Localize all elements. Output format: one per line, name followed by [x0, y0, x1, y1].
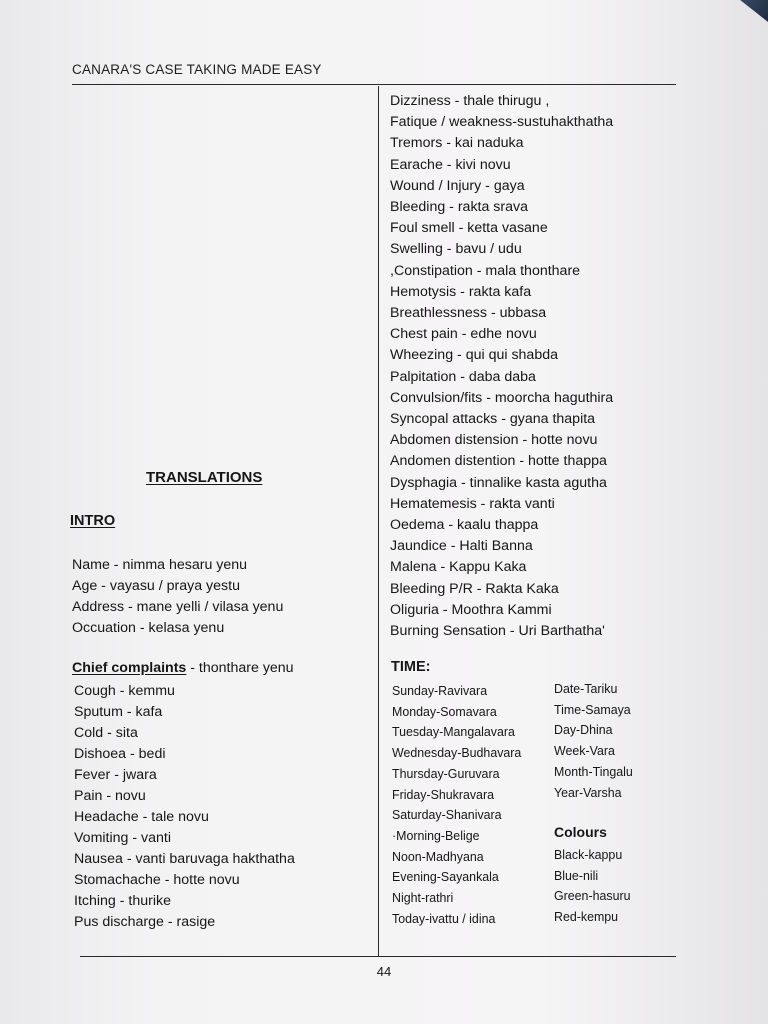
intro-item: Name - nimma hesaru yenu — [72, 557, 248, 573]
translations-heading: TRANSLATIONS — [146, 469, 263, 486]
complaint-item: Headache - tale novu — [74, 809, 209, 825]
footer-rule — [80, 956, 676, 957]
header-rule — [72, 84, 676, 85]
complaint-item: Cold - sita — [74, 725, 138, 741]
term-item: Jaundice - Halti Banna — [390, 538, 533, 555]
column-divider — [378, 86, 379, 956]
complaint-item: Fever - jwara — [74, 767, 157, 783]
complaint-item: Stomachache - hotte novu — [74, 872, 240, 888]
complaint-item: Pain - novu — [74, 788, 146, 804]
time-unit-item: Week-Vara — [554, 743, 615, 759]
time-unit-item: Month-Tingalu — [554, 763, 633, 779]
term-item: Bleeding - rakta srava — [390, 199, 529, 216]
complaint-item: Dishoea - bedi — [74, 746, 166, 762]
chief-complaints-heading — [72, 660, 294, 676]
colours-heading: Colours — [554, 824, 607, 840]
term-item: Swelling - bavu / udu — [390, 241, 522, 258]
term-item: Malena - Kappu Kaka — [390, 559, 527, 576]
complaint-item: Itching - thurike — [74, 893, 171, 909]
time-item: Evening-Sayankala — [392, 869, 499, 885]
time-unit-item: Day-Dhina — [554, 722, 613, 738]
term-item: Abdomen distension - hotte novu — [390, 432, 598, 449]
intro-item: Occuation - kelasa yenu — [72, 620, 225, 636]
time-item: Tuesday-Mangalavara — [392, 724, 515, 740]
term-item: Bleeding P/R - Rakta Kaka — [390, 580, 559, 597]
time-item: Saturday-Shanivara — [392, 807, 502, 823]
complaint-item: Vomiting - vanti — [74, 830, 171, 846]
symptom-list — [390, 91, 690, 642]
complaint-item: Nausea - vanti baruvaga hakthatha — [74, 851, 295, 867]
term-item: Breathlessness - ubbasa — [390, 305, 547, 322]
term-item: Wound / Injury - gaya — [390, 177, 525, 194]
term-item: Dysphagia - tinnalike kasta agutha — [390, 474, 607, 491]
term-item: Syncopal attacks - gyana thapita — [390, 411, 596, 428]
term-item: Convulsion/fits - moorcha haguthira — [390, 389, 614, 406]
term-item: Foul smell - ketta vasane — [390, 220, 548, 237]
colour-item: Black-kappu — [554, 847, 623, 862]
time-days-list — [392, 681, 530, 929]
chief-complaints-title: Chief complaints — [72, 660, 187, 676]
complaint-item: Cough - kemmu — [74, 683, 175, 699]
term-item: Chest pain - edhe novu — [390, 326, 537, 343]
time-unit-item: Date-Tariku — [554, 681, 618, 696]
time-item: Thursday-Guruvara — [392, 765, 500, 781]
term-item: Andomen distention - hotte thappa — [390, 453, 607, 470]
complaint-item: Pus discharge - rasige — [74, 914, 216, 930]
term-item: Dizziness - thale thirugu , — [390, 93, 550, 109]
time-units-list — [554, 679, 638, 803]
time-item: Monday-Somavara — [392, 703, 497, 719]
time-item: Night-rathri — [392, 890, 454, 906]
chief-complaints-suffix: - thonthare yenu — [186, 660, 294, 676]
term-item: ,Constipation - mala thonthare — [390, 262, 581, 279]
complaint-item: Sputum - kafa — [74, 704, 163, 720]
term-item: Earache - kivi novu — [390, 156, 511, 173]
chief-complaints-list — [74, 681, 295, 933]
term-item: Hemotysis - rakta kafa — [390, 283, 532, 300]
time-item: Wednesday-Budhavara — [392, 745, 522, 761]
term-item: Hematemesis - rakta vanti — [390, 495, 555, 512]
term-item: Burning Sensation - Uri Barthatha' — [390, 623, 605, 640]
term-item: Oliguria - Moothra Kammi — [390, 601, 552, 618]
term-item: Tremors - kai naduka — [390, 135, 524, 152]
colour-item: Green-hasuru — [554, 888, 631, 904]
intro-heading: INTRO — [70, 513, 116, 529]
page-corner-shadow — [734, 0, 768, 22]
term-item: Oedema - kaalu thappa — [390, 517, 539, 534]
running-header: CANARA'S CASE TAKING MADE EASY — [72, 62, 322, 77]
time-item: Today-ivattu / idina — [392, 910, 496, 926]
term-item: Fatique / weakness-sustuhakthatha — [390, 114, 614, 131]
time-unit-item: Time-Samaya — [554, 701, 631, 717]
term-item: Wheezing - qui qui shabda — [390, 347, 558, 364]
time-item: Noon-Madhyana — [392, 848, 484, 864]
intro-item: Age - vayasu / praya yestu — [72, 578, 240, 594]
time-unit-item: Year-Varsha — [554, 784, 622, 800]
time-item: Sunday-Ravivara — [392, 683, 488, 698]
intro-item: Address - mane yelli / vilasa yenu — [72, 599, 284, 615]
page-number: 44 — [376, 964, 392, 979]
colour-item: Blue-nili — [554, 867, 599, 883]
colours-list — [554, 845, 635, 928]
colour-item: Red-kempu — [554, 909, 619, 925]
time-item: ·Morning-Belige — [392, 827, 480, 843]
term-item: Palpitation - daba daba — [390, 368, 536, 385]
intro-list — [72, 555, 283, 639]
time-item: Friday-Shukravara — [392, 786, 494, 802]
time-heading: TIME: — [391, 659, 431, 675]
